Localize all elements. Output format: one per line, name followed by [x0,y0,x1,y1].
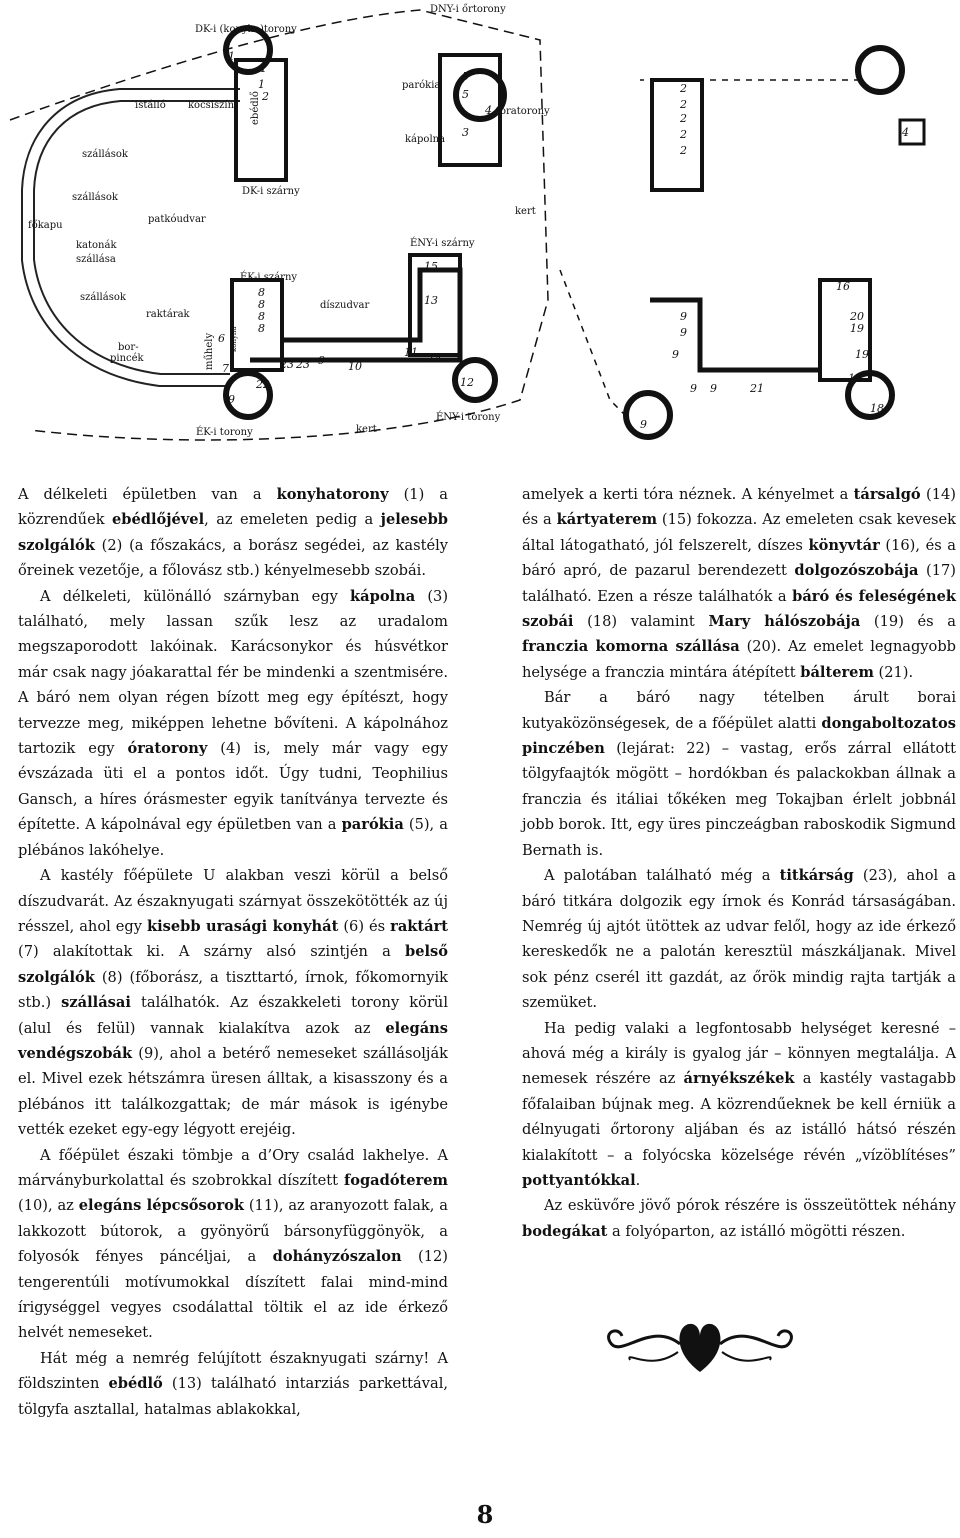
bold-term: bodegákat [522,1222,608,1240]
label-szallasok-3: szállások [80,292,126,303]
text-run: (17) található. Ezen a része találhatók a [522,562,956,605]
text-run: (12) tengerentúli motívumokkal díszített falai mind-mind írigységgel vegyes csodálattal töltik el az ide érkező helvét nemeseket. [18,1248,448,1342]
bold-term: Mary hálószobája [708,613,861,631]
bold-term: elegáns vendégszobák [18,1019,448,1062]
bold-term: kisebb urasági konyhát [146,917,339,935]
text-run: találhatók. Az északkeleti torony körül (alul és felül) vannak kialakítva azok az [18,994,448,1037]
label-kert-1: kert [515,206,536,217]
room-number: 1 [228,50,235,63]
text-run: Bár a báró nagy tételben árult borai kutyaközönségesek, de a főépület alatti [522,689,956,732]
bold-term: konyhatorony [276,486,389,503]
room-number: 9 [680,326,687,339]
room-number: 9 [640,418,647,431]
label-patkoudvar: patkóudvar [148,214,206,225]
room-number: 2 [680,112,687,125]
room-number: 11 [404,346,418,359]
text-run: , az emeleten pedig a [204,511,381,529]
text-run: (3) található, mely lassan szűk lesz az uradalom megszaporodott lakóinak. Karácsonykor és húsvétkor már csak nagy jóakarattal fér be mindenki a szentmisére. A báró nem olyan régen bízott meg egy építészt, hogy tervezze meg, miképpen lehetne bővíteni. A kápolnához tartozik egy [18,587,449,758]
bold-term: fogadóterem [343,1171,448,1189]
bold-term: jelesebb szolgálók [18,511,448,554]
text-run: a folyóparton, az istálló mögötti részen. [607,1222,906,1240]
text-run: (19) és a [860,613,956,631]
room-number: 9 [680,310,687,323]
paragraph [18,863,448,1142]
label-ek-tower: ÉK-i torony [196,427,253,438]
bold-term: titkárság [779,867,854,885]
bold-term: bálterem [800,663,874,681]
bold-term: dohányzószalon [272,1248,402,1266]
text-run: (18) valamint [573,613,709,631]
text-run: (6) és [338,917,391,935]
room-number: 9 [228,393,235,406]
paragraph [18,1346,448,1422]
room-number: 13 [424,294,438,307]
room-number: 23 [280,358,294,371]
paragraph [18,1143,448,1346]
room-number: 14 [428,352,442,365]
castle-floor-plan [0,0,960,465]
room-number: 6 [218,332,225,345]
page-number: 8 [476,1500,494,1529]
room-numbers [218,50,909,431]
text-run: A palotában található még a [544,867,780,885]
room-number: 2 [680,144,687,157]
bold-term: árnyékszékek [683,1070,795,1088]
bold-term: kártyaterem [556,511,658,529]
text-run: (16), és a báró apró, de pazarul berendezett [522,536,956,580]
paragraph [522,1193,956,1244]
room-number: 2 [680,128,687,141]
label-kapolna: kápolna [405,134,446,145]
label-konyha: konyha [230,326,238,352]
room-number: 21 [750,382,764,395]
room-number: 3 [462,126,469,139]
bold-term: ebédlő [108,1375,163,1393]
room-number: 2 [680,98,687,111]
text-run: (21). [873,663,914,681]
bold-term: ebédlőjével [111,511,205,529]
room-number: 2 [262,90,269,103]
text-run: (5), a plébános lakóhelye. [18,816,448,859]
text-run: A főépület északi tömbje a d’Ory család lakhelye. A márványburkolattal és szobrokkal díszített [18,1146,448,1189]
text-run: . [635,1171,641,1189]
label-muhely: műhely [204,332,215,370]
label-dk-tower: DK-i (konyha)torony [195,24,297,35]
room-number: 5 [462,70,469,83]
bold-term: elegáns lépcsősorok [78,1197,244,1215]
text-column-left [18,482,448,1422]
label-dk-wing: DK-i szárny [242,186,300,197]
room-number: 19 [850,322,864,335]
bold-term: báró és feleségének szobái [522,587,956,631]
bold-term: parókia [341,816,404,834]
label-oratorony: óratorony [500,106,550,117]
paragraph [18,584,448,863]
label-parokia: parókia [402,80,441,91]
text-run: (15) fokozza. Az emeleten csak kevesek által látogatható, jól felszerelt, díszes [522,511,957,554]
label-bor: bor- [118,342,139,353]
room-number: 15 [424,260,438,273]
bold-term: könyvtár [808,536,880,554]
room-number: 18 [870,402,884,415]
label-pincek: pincék [110,353,144,364]
label-kert-2: kert [356,424,377,435]
label-szallasa: szállása [76,254,116,265]
bold-term: kápolna [350,587,416,605]
text-run: (9), ahol a betérő nemeseket szállásolják el. Mivel ezek hétszámra üresen álltak, a kisasszony és a plébános itt találkozgattak; de már mások is igénybe vették ezeket egy-egy légyott erejéig. [18,1044,448,1139]
label-kocsiszin: kocsiszín [188,100,235,111]
room-number: 9 [710,382,717,395]
room-number: 4 [902,126,909,139]
paragraph [522,482,956,685]
heart-ornament-icon [600,1310,800,1380]
text-run: a kastély vastagabb főfalaiban bújnak meg. A közrendűeknek be kell érniük a délnyugati őrtorony aljában és az istálló hátsó részén kialakított – a folyócska közelsége révén „vízöblítéses” [522,1070,956,1164]
room-number: 12 [460,376,474,389]
text-run: Az esküvőre jövő pórok részére is összeütöttek néhány [544,1197,956,1215]
label-raktarak: raktárak [146,309,190,320]
text-run: (8) (főborász, a tiszttartó, írnok, főkomornyik stb.) [18,968,448,1012]
text-run: (14) és a [522,486,956,529]
text-run: (lejárat: 22) – vastag, erős zárral ellátott tölgyfaajtók mögött – hordókban és palackokban állnak a franczia és itáliai tőkéken meg Tokajban érlelt jobbnál jobb borok. Itt, egy üres pinczeágban raboskodik Sigmund Bernath is. [522,740,956,859]
room-number: 1 [258,78,265,91]
bold-term: pottyantókkal [522,1171,636,1189]
label-istallo: istálló [135,100,166,111]
text-run: A délkeleti, különálló szárnyban egy [40,587,351,605]
bold-term: belső szolgálók [18,943,448,986]
bold-term: óratorony [127,740,208,758]
label-diszudvar: díszudvar [320,300,370,311]
bold-term: franczia komorna szállása [522,638,740,656]
label-ek-wing: ÉK-i szárny [240,272,298,283]
room-number: 8 [258,298,265,311]
label-szallasok-1: szállások [82,149,128,160]
label-szallasok-2: szállások [72,192,118,203]
bold-term: szállásai [61,994,131,1012]
room-number: 4 [485,104,492,117]
room-number: 5 [462,88,469,101]
paragraph [522,1016,956,1194]
room-number: 7 [222,362,229,375]
room-number: 22 [256,378,270,391]
room-number: 9 [690,382,697,395]
text-column-right [522,482,956,1244]
paragraph [522,863,956,1015]
room-number: 9 [318,354,325,367]
room-number: 8 [258,286,265,299]
room-number: 23 [296,358,310,371]
text-run: (13) található intarziás parkettával, tölgyfa asztallal, hatalmas ablakokkal, [18,1375,449,1418]
text-run: (2) (a főszakács, a borász segédei, az kastély őreinek vezetője, a főlovász stb.) kényelmesebb szobái. [18,536,448,580]
room-number: 19 [855,348,869,361]
text-run: Hát még a nemrég felújított északnyugati szárny! A földszinten [18,1349,448,1393]
room-number: 18 [848,372,862,385]
text-run: (4) is, mely már vagy egy évszázada üti el a pontos időt. Úgy tudni, Teophilius Gansch, a híres órásmester egyik tanítványa tervezte és építette. A kápolnával egy épületben van a [18,740,448,834]
bold-term: raktárt [390,917,449,935]
room-number: 20 [850,310,864,323]
text-run: A délkeleti épületben van a [18,486,277,503]
bold-term: dongaboltozatos pinczében [522,714,956,758]
text-run: (11), az aranyozott falak, a lakkozott bútorok, a gyönyörű bársonyfüggönyök, a folyosók fényes páncéljai, a [18,1197,448,1266]
room-number: 1 [260,62,267,75]
text-run: (7) alakítottak ki. A szárny alsó szintjén a [18,943,406,961]
label-katonak: katonák [76,240,117,251]
label-eny-tower: ÉNY-i torony [436,412,501,423]
room-number: 9 [672,348,679,361]
paragraph [522,685,956,863]
label-ebedlo: ebédlő [250,91,261,125]
label-eny-wing: ÉNY-i szárny [410,238,475,249]
bold-term: dolgozószobája [794,562,919,580]
text-run: (20). Az emelet legnagyobb helysége a franczia mintára átépített [522,638,956,681]
label-fokapu: főkapu [28,220,63,231]
room-number: 8 [258,322,265,335]
room-number: 16 [836,280,850,293]
text-run: (23), ahol a báró titkára dolgozik egy írnok és Konrád társaságában. Nemrég új ajtót ütöttek az udvar felől, hogy az ide érkező kereskedők ne a palotán keresztül mászkáljanak. Mivel sok pénz cserél itt gazdát, az őrök mindig rajta tartják a szemüket. [522,867,956,1012]
text-run: (1) a közrendűek [18,486,448,529]
text-run: A kastély főépülete U alakban veszi körül a belső díszudvarát. Az északnyugati szárnyat összekötötték az új résszel, ahol egy [18,867,448,935]
room-number: 2 [680,82,687,95]
label-dny-tower: DNY-i őrtorony [430,4,506,15]
paragraph [18,482,448,584]
text-run: amelyek a kerti tóra néznek. A kényelmet a [522,486,854,503]
room-number: 8 [258,310,265,323]
bold-term: társalgó [853,486,921,503]
text-run: (10), az [18,1197,79,1215]
text-run: Ha pedig valaki a legfontosabb helységet keresné – ahová még a király is gyalog jár – könnyen megtalálja. A nemesek részére az [522,1019,956,1088]
room-number: 10 [348,360,362,373]
